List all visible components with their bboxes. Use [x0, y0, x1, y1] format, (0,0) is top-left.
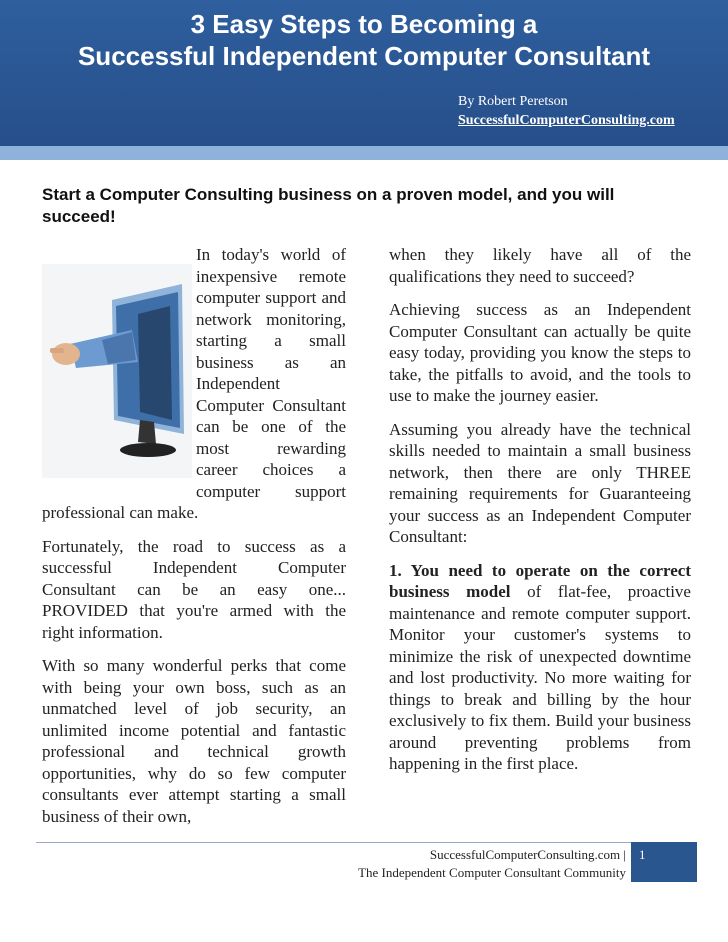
byline: [458, 92, 675, 130]
right-column: [389, 244, 691, 838]
footer-text: [300, 846, 626, 882]
site-link[interactable]: SuccessfulComputerConsulting.com: [458, 113, 675, 128]
header-accent-strip: [0, 146, 728, 160]
title-line-2: Successful Independent Computer Consultant: [77, 41, 651, 71]
requirement-1-text: of flat-fee, proactive maintenance and remote computer support. Monitor your customer's systems to minimize the risk of unexpected downtime and lost productivity. No more waiting for things to break and billing by the hour exclusively to fix them. Build your business around preventing problems from happening in the first place.: [389, 582, 691, 773]
footer-divider: [36, 842, 696, 843]
left-paragraph-3: With so many wonderful perks that come with being your own boss, such as an unmatched level of job security, an unlimited income potential and fantastic professional and technical growth opportunities, why do so few computer consultants ever attempt starting a small business of their own,: [42, 656, 346, 826]
right-paragraph-3: Assuming you already have the technical skills needed to maintain a small business network, then there are only THREE remaining requirements for Guaranteeing your success as an Independent Computer Consultant:: [389, 419, 691, 546]
left-column: [42, 244, 346, 834]
subheading: Start a Computer Consulting business on a proven model, and you will succeed!: [42, 185, 615, 226]
left-paragraph-1: [42, 244, 346, 524]
title-line-1: 3 Easy Steps to Becoming a: [190, 9, 538, 39]
requirement-1-heading: 1. You need to operate on the correct business model: [389, 560, 691, 601]
footer-site: SuccessfulComputerConsulting.com |: [429, 847, 626, 862]
left-paragraph-2: Fortunately, the road to success as a successful Independent Computer Consultant can be an easy one... PROVIDED that you're armed with the right information.: [42, 536, 346, 642]
right-paragraph-2: Achieving success as an Independent Computer Consultant can actually be quite easy today, providing you know the steps to take, the pitfalls to avoid, and the tools to use to make the journey easier.: [389, 300, 691, 405]
page-number: 1: [639, 847, 646, 862]
right-paragraph-1: when they likely have all of the qualifications they need to succeed?: [389, 245, 691, 286]
footer-community: The Independent Computer Consultant Community: [358, 865, 626, 880]
document-title: [0, 8, 728, 72]
right-paragraph-4: [389, 560, 691, 775]
left-paragraph-1-text: In today's world of inexpensive remote computer support and network monitoring, starting a small business as an Independent Computer Consultant can be one of the most rewarding career choices a computer support professional can make.: [42, 245, 346, 522]
author-name: By Robert Peretson: [458, 94, 568, 109]
monitor-hand-illustration: [42, 244, 192, 498]
